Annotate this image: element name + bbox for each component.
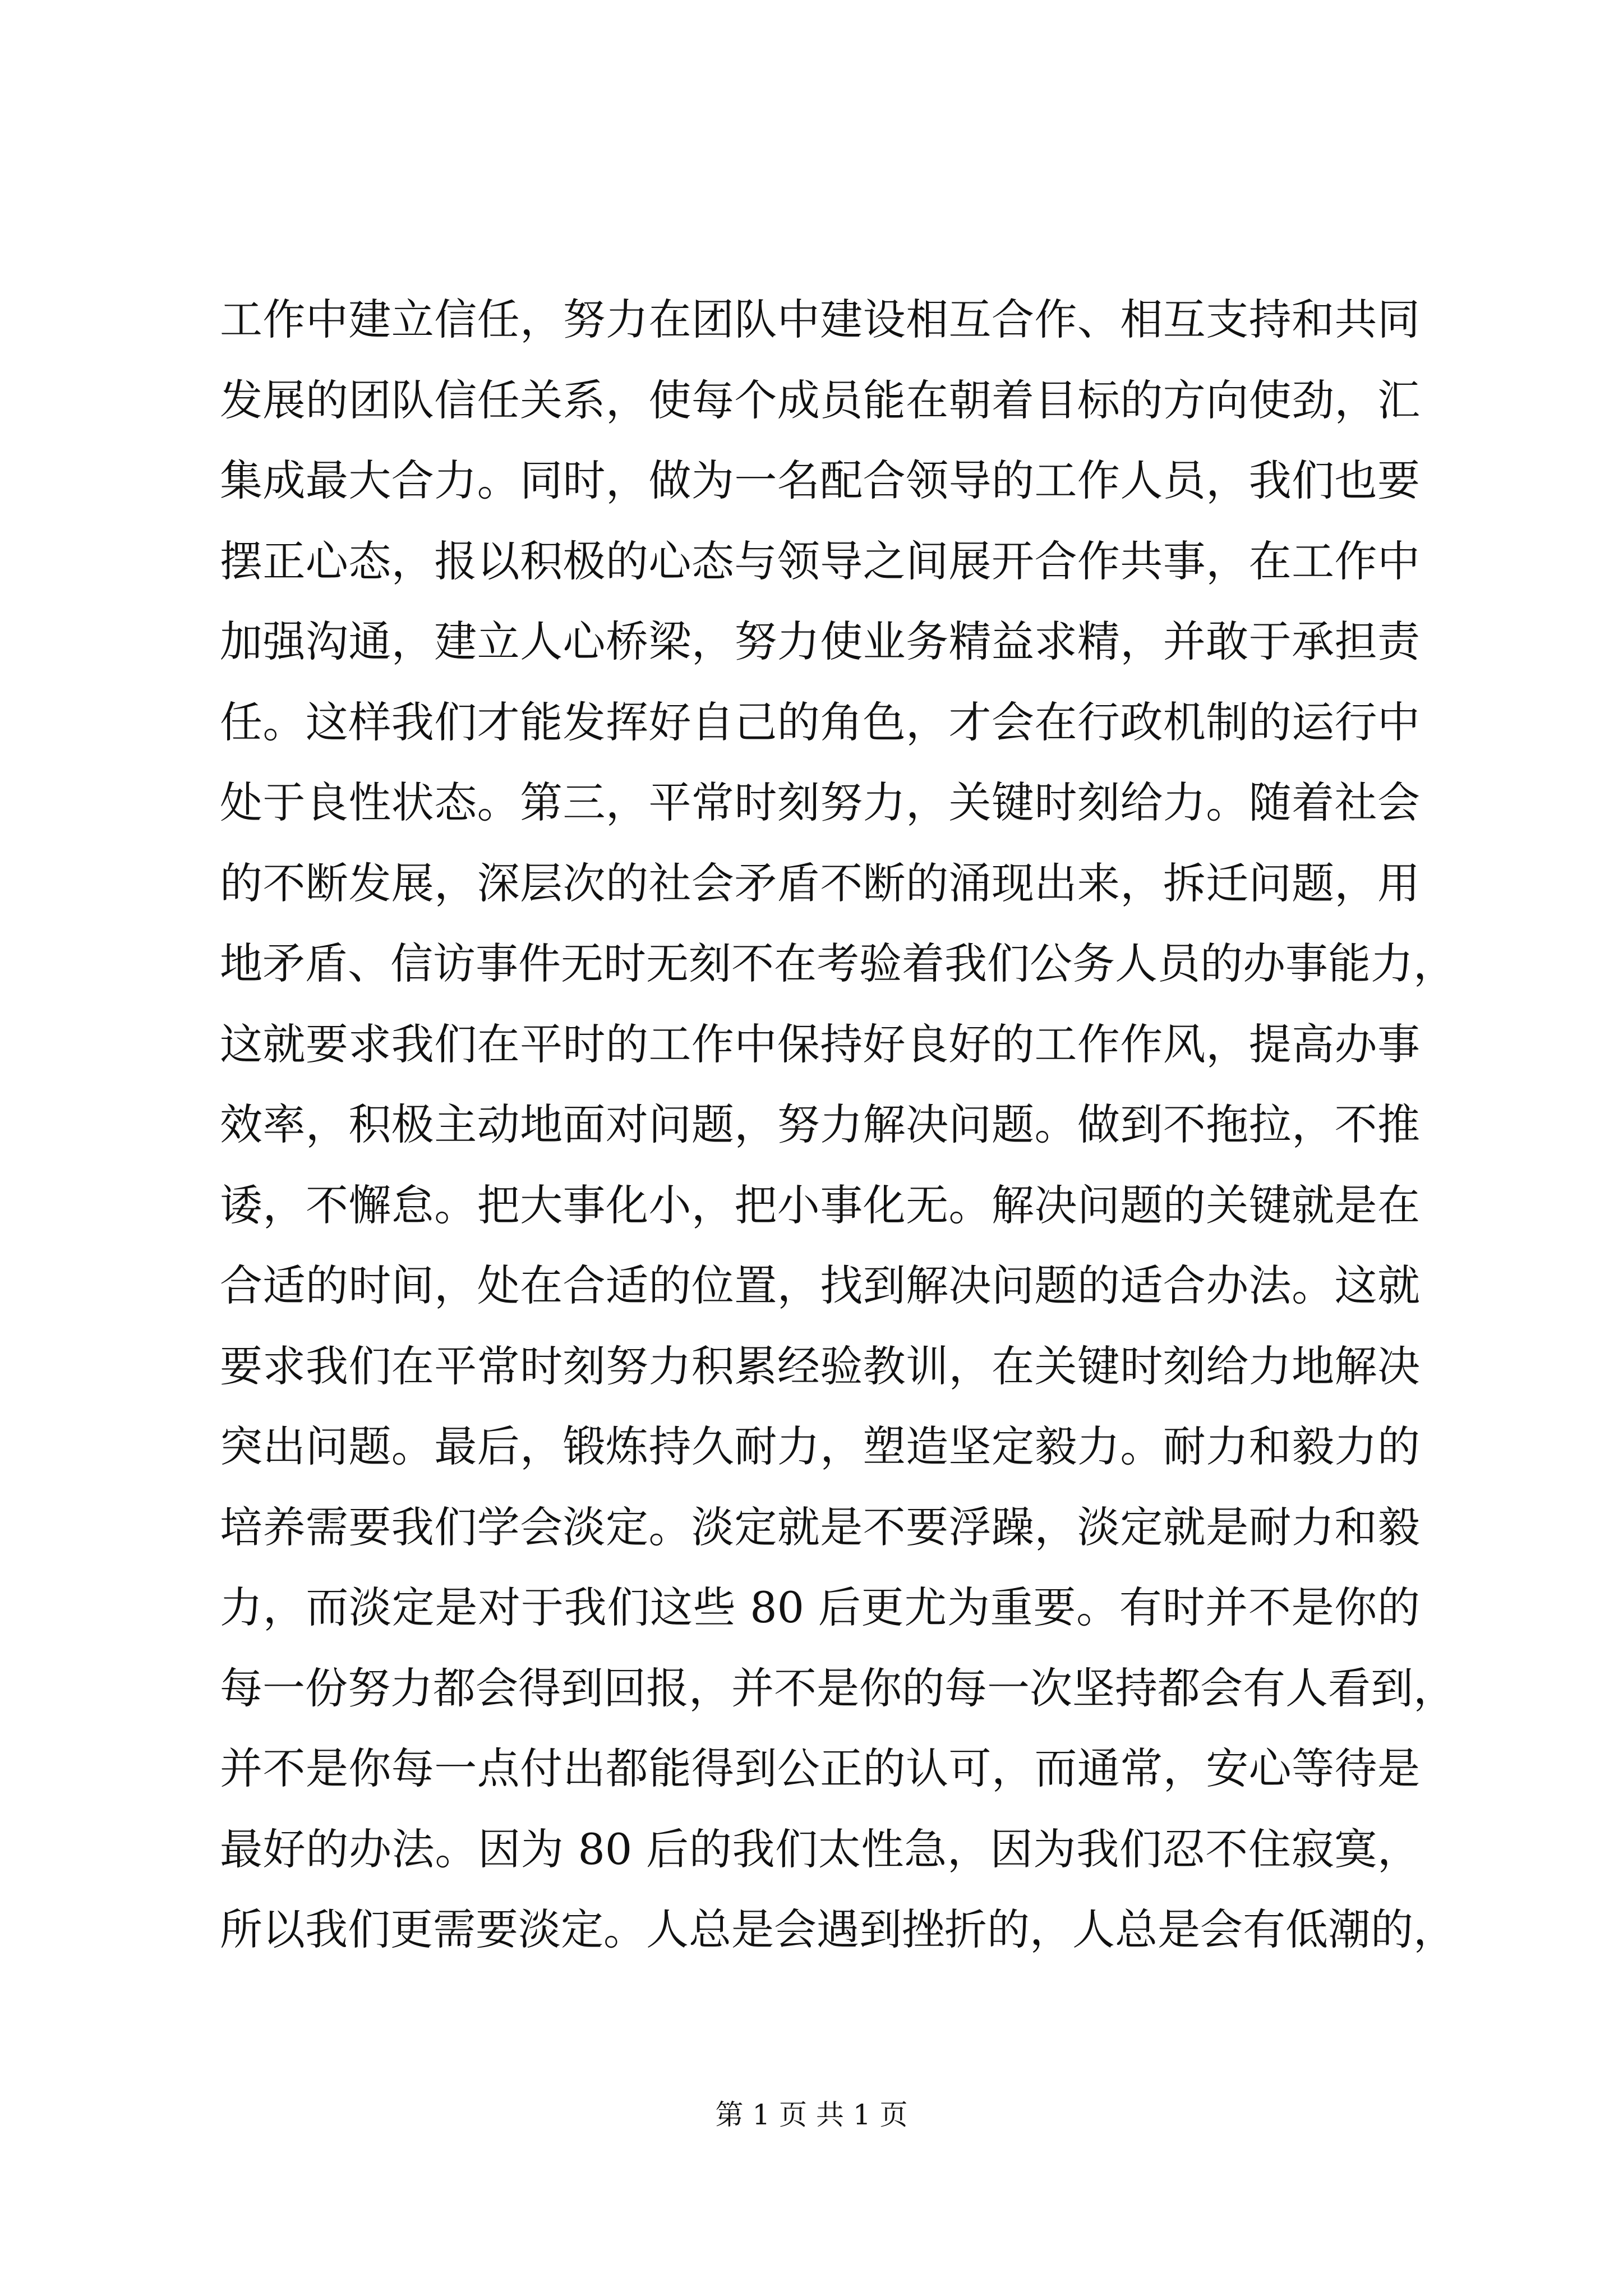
text-line: 并不是你每一点付出都能得到公正的认可，而通常，安心等待是: [220, 1743, 1420, 1793]
text-line: 处于良性状态。第三，平常时刻努力，关键时刻给力。随着社会: [220, 777, 1420, 827]
text-line: 这就要求我们在平时的工作中保持好良好的工作作风，提高办事: [220, 1019, 1420, 1069]
text-line: 地矛盾、信访事件无时无刻不在考验着我们公务人员的办事能力，: [220, 938, 1456, 988]
text-line: 最好的办法。因为 80 后的我们太性急，因为我们忍不住寂寞，: [220, 1824, 1420, 1874]
text-line: 工作中建立信任，努力在团队中建设相互合作、相互支持和共同: [220, 295, 1420, 344]
text-line: 的不断发展，深层次的社会矛盾不断的涌现出来，拆迁问题，用: [220, 858, 1420, 908]
text-line: 加强沟通，建立人心桥梁，努力使业务精益求精，并敢于承担责: [220, 616, 1420, 666]
text-line: 效率，积极主动地面对问题，努力解决问题。做到不拖拉，不推: [220, 1099, 1420, 1149]
text-line: 合适的时间，处在合适的位置，找到解决问题的适合办法。这就: [220, 1260, 1420, 1310]
text-line: 发展的团队信任关系，使每个成员能在朝着目标的方向使劲，汇: [220, 375, 1420, 425]
text-line: 所以我们更需要淡定。人总是会遇到挫折的，人总是会有低潮的，: [220, 1904, 1456, 1954]
text-line: 诿，不懈怠。把大事化小，把小事化无。解决问题的关键就是在: [220, 1180, 1420, 1230]
text-line: 培养需要我们学会淡定。淡定就是不要浮躁，淡定就是耐力和毅: [220, 1502, 1420, 1552]
text-line: 突出问题。最后，锻炼持久耐力，塑造坚定毅力。耐力和毅力的: [220, 1421, 1420, 1471]
page-footer: 第 1 页 共 1 页: [715, 2099, 908, 2131]
text-line: 摆正心态，报以积极的心态与领导之间展开合作共事，在工作中: [220, 536, 1420, 586]
text-line: 集成最大合力。同时，做为一名配合领导的工作人员，我们也要: [220, 455, 1420, 505]
text-line: 要求我们在平常时刻努力积累经验教训，在关键时刻给力地解决: [220, 1341, 1420, 1391]
text-line: 每一份努力都会得到回报，并不是你的每一次坚持都会有人看到，: [220, 1663, 1456, 1713]
text-line: 任。这样我们才能发挥好自己的角色，才会在行政机制的运行中: [220, 697, 1420, 747]
text-line: 力，而淡定是对于我们这些 80 后更尤为重要。有时并不是你的: [220, 1582, 1420, 1632]
